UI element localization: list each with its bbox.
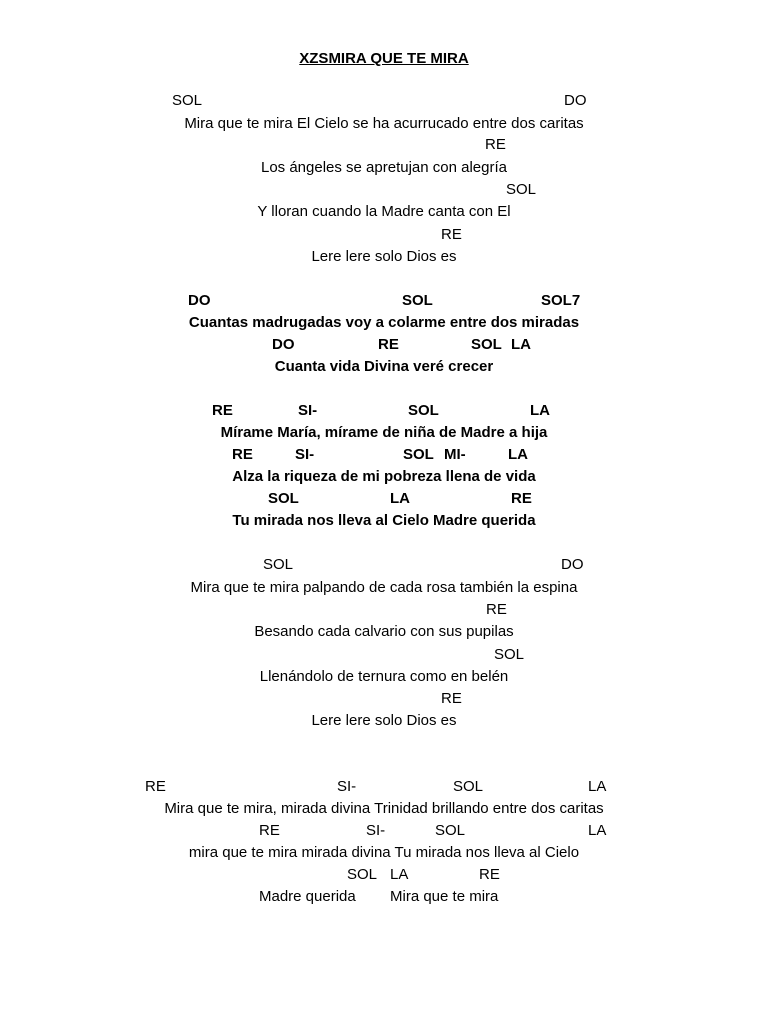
lyric-line: Mírame María, mírame de niña de Madre a hija	[220, 424, 548, 441]
chord-line	[0, 776, 768, 798]
chord-line	[0, 334, 768, 356]
chord-line	[0, 864, 768, 886]
chord: LA	[390, 490, 410, 507]
chord: RE	[378, 336, 399, 353]
chord: RE	[212, 402, 233, 419]
chord: RE	[259, 822, 280, 839]
chord: SOL	[506, 181, 537, 198]
chord: RE	[511, 490, 532, 507]
chord-line	[0, 444, 768, 466]
chord-line	[0, 290, 768, 312]
chord: SOL	[403, 446, 434, 463]
chord: SOL	[402, 292, 433, 309]
lyric-line: Alza la riqueza de mi pobreza llena de vida	[232, 468, 536, 485]
lyric-line: Cuanta vida Divina veré crecer	[274, 358, 494, 375]
chord: SOL	[263, 556, 294, 573]
lyric-line: Mira que te mira, mirada divina Trinidad brillando entre dos caritas	[164, 800, 604, 817]
chord: DO	[188, 292, 211, 309]
lyric-line: Tu mirada nos lleva al Cielo Madre querida	[232, 512, 536, 529]
chord-line	[0, 554, 768, 576]
chord-line	[0, 134, 768, 156]
lyric-line: Mira que te mira palpando de cada rosa también la espina	[190, 579, 578, 596]
chord: MI-	[444, 446, 466, 463]
lyric-line: Llenándolo de ternura como en belén	[259, 668, 509, 685]
chord: SOL7	[541, 292, 581, 309]
chord: SI-	[337, 778, 357, 795]
chord: SOL	[268, 490, 299, 507]
chord: SOL	[435, 822, 466, 839]
chord: SOL	[453, 778, 484, 795]
chord: LA	[390, 866, 409, 883]
chord: RE	[232, 446, 253, 463]
lyric-line: Besando cada calvario con sus pupilas	[254, 623, 514, 640]
chord: RE	[479, 866, 500, 883]
chord-line	[0, 688, 768, 710]
chord: SOL	[347, 866, 378, 883]
chord: LA	[588, 778, 607, 795]
chord: DO	[561, 556, 584, 573]
chord: RE	[441, 226, 462, 243]
chord-line	[0, 599, 768, 621]
chord: SI-	[366, 822, 386, 839]
chord: SI-	[298, 402, 318, 419]
lyric-line: Mira que te mira El Cielo se ha acurrucado entre dos caritas	[184, 115, 584, 132]
chord: RE	[485, 136, 506, 153]
lyric-line	[0, 886, 768, 908]
chord: SOL	[494, 646, 525, 663]
lyric-fragment: Mira que te mira	[390, 888, 499, 905]
lyric-line: Lere lere solo Dios es	[311, 712, 457, 729]
chord: RE	[145, 778, 166, 795]
chord-line	[0, 820, 768, 842]
chord-line	[0, 400, 768, 422]
chord: LA	[511, 336, 531, 353]
chord-line	[0, 90, 768, 112]
chord: SOL	[172, 92, 203, 109]
chord: DO	[564, 92, 587, 109]
chord-line	[0, 488, 768, 510]
chord-line	[0, 179, 768, 201]
lyric-fragment: Madre querida	[259, 888, 356, 905]
chord: LA	[508, 446, 528, 463]
lyric-line: Cuantas madrugadas voy a colarme entre dos miradas	[188, 314, 580, 331]
lyric-line: Lere lere solo Dios es	[311, 248, 457, 265]
chord-line	[0, 224, 768, 246]
chord: SOL	[408, 402, 439, 419]
song-title: XZSMIRA QUE TE MIRA	[299, 50, 469, 67]
chord: LA	[530, 402, 550, 419]
lyric-line: mira que te mira mirada divina Tu mirada nos lleva al Cielo	[188, 844, 580, 861]
chord: LA	[588, 822, 607, 839]
lyric-line: Los ángeles se apretujan con alegría	[260, 159, 507, 176]
chord: SI-	[295, 446, 315, 463]
chord-line	[0, 644, 768, 666]
chord: DO	[272, 336, 295, 353]
lyric-line: Y lloran cuando la Madre canta con El	[257, 203, 511, 220]
chord: SOL	[471, 336, 502, 353]
chord: RE	[441, 690, 462, 707]
chord: RE	[486, 601, 507, 618]
